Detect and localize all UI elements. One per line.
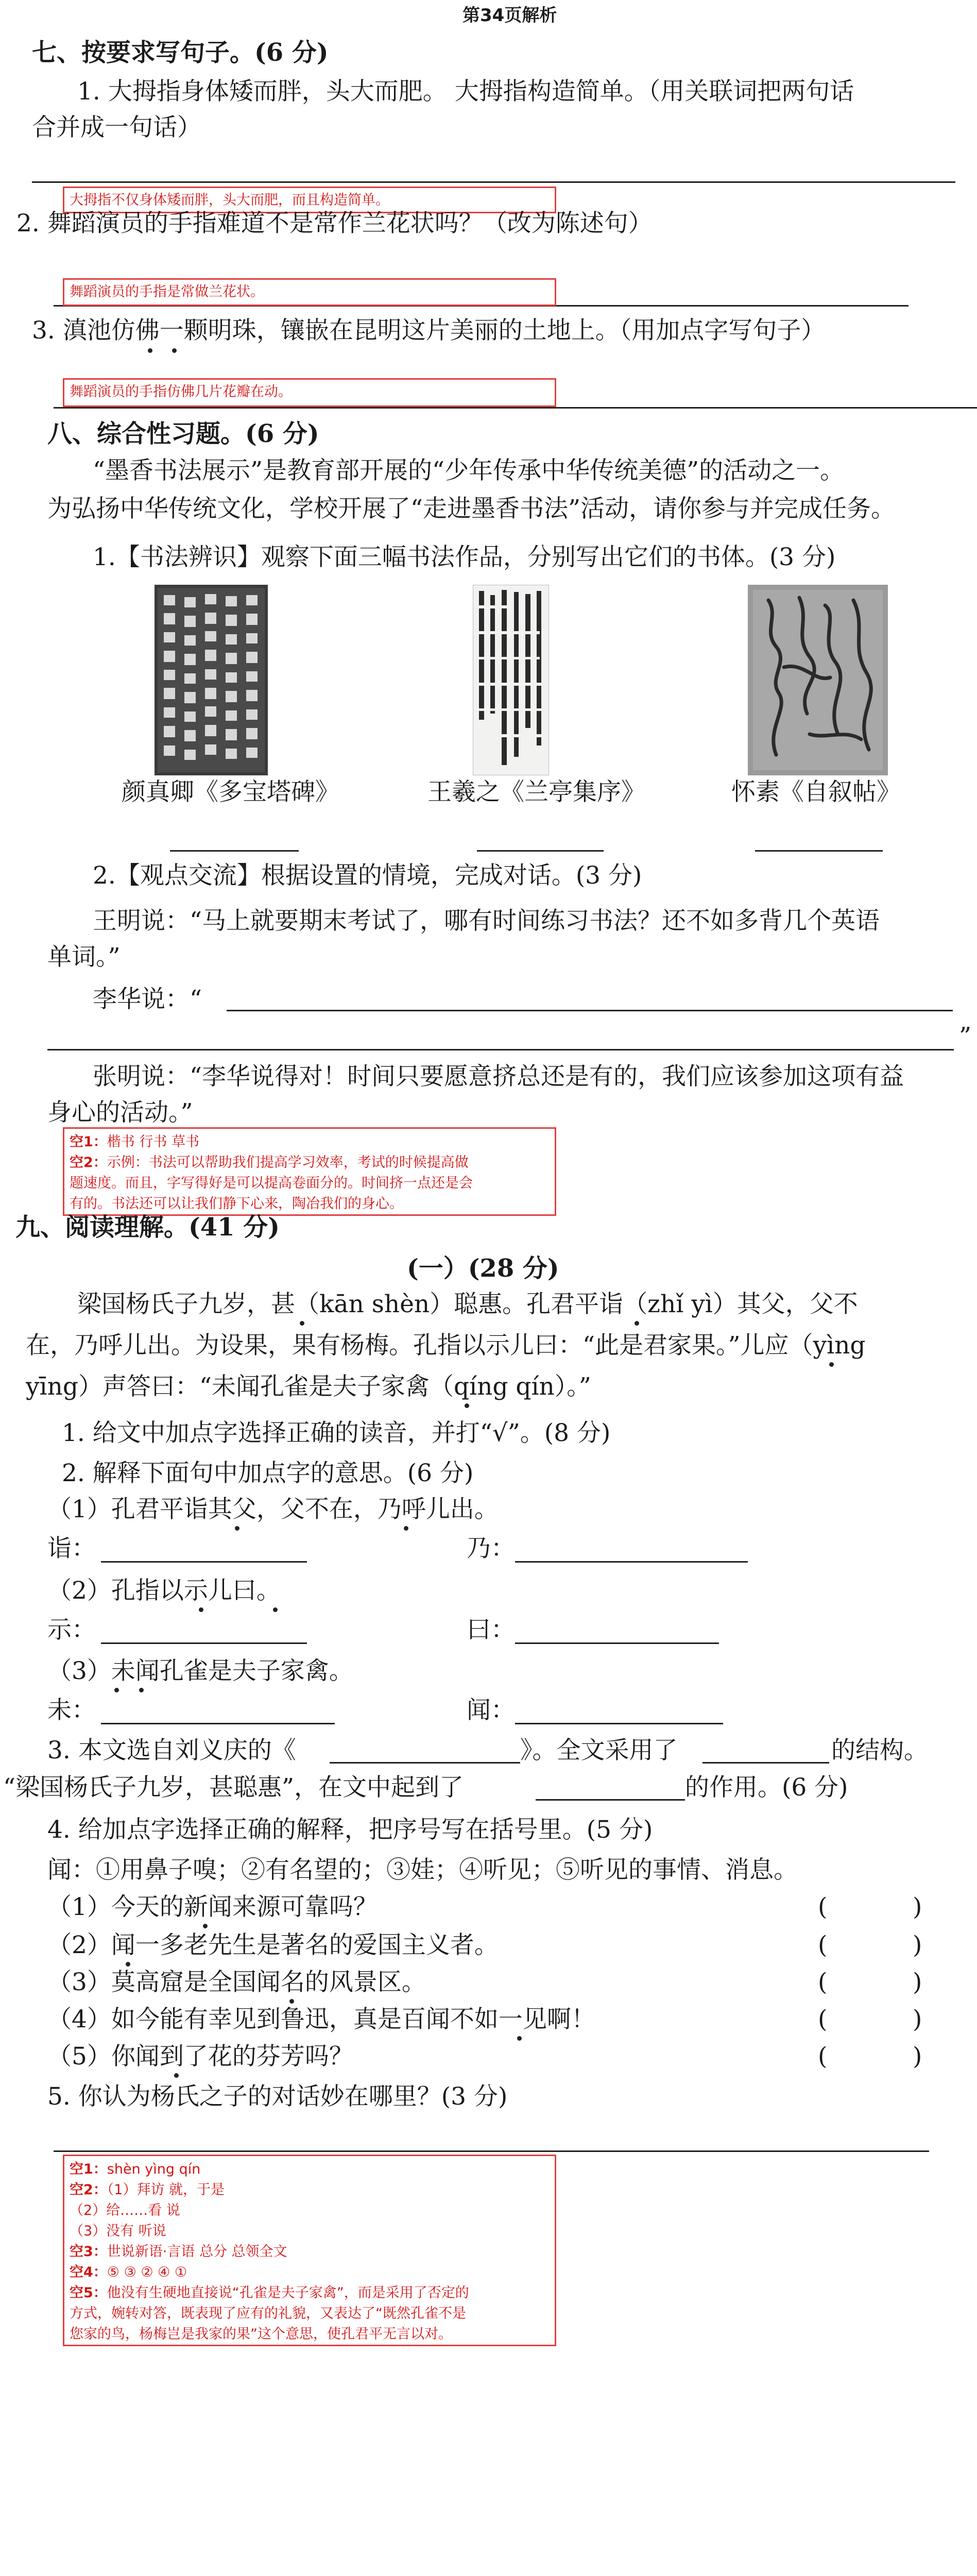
s9-q3-blank1 — [330, 1762, 520, 1764]
answer-paren-close: ) — [913, 1968, 922, 1996]
emphasis-dot — [465, 1403, 469, 1408]
calligraphy-huaisu-image — [748, 585, 888, 775]
s8-intro-line2: 为弘扬中华传统文化，学校开展了“走进墨香书法”活动，请你参与并完成任务。 — [47, 495, 896, 523]
blank-label: 空3： — [70, 2244, 107, 2260]
s8-q1: 1.【书法辨识】观察下面三幅书法作品，分别写出它们的书体。(3 分) — [93, 543, 836, 571]
s7-q1-line1: 1. 大拇指身体矮而胖，头大而肥。 大拇指构造简单。（用关联词把两句话 — [77, 77, 854, 106]
s9-ans-2c: （3）没有 听说 — [70, 2223, 166, 2239]
s9-w-yue-line — [515, 1642, 719, 1644]
s9-ans-2: （1）拜访 就，于是 — [107, 2182, 225, 2198]
s8-intro-line1: “墨香书法展示”是教育部开展的“少年传承中华传统美德”的活动之一。 — [93, 456, 845, 485]
s7-a2: 舞蹈演员的手指是常做兰花状。 — [70, 284, 264, 300]
s8-ans-2c: 有的。书法还可以让我们静下心来，陶冶我们的身心。 — [70, 1196, 403, 1212]
s9-q3-part2: 》。全文采用了 — [520, 1736, 678, 1765]
s9-w-yi: 诣： — [47, 1534, 96, 1563]
s8-zhang-line2: 身心的活动。” — [47, 1098, 193, 1127]
s7-a3: 舞蹈演员的手指仿佛几片花瓣在动。 — [70, 384, 292, 400]
s8-li-line2 — [47, 1049, 954, 1050]
s8-wang-line1: 王明说：“马上就要期末考试了，哪有时间练习书法？还不如多背几个英语 — [93, 907, 880, 935]
s9-ans-5a: 他没有生硬地直接说“孔雀是夫子家禽”，而是采用了否定的 — [107, 2285, 469, 2301]
s9-passage-line2: 在，乃呼儿出。为设果，果有杨梅。孔指以示儿曰：“此是君家果。”儿应（yìng — [26, 1331, 866, 1360]
s9-q2-s2: （2）孔指以示儿曰。 — [47, 1577, 281, 1605]
answer-paren-open: ( — [818, 1968, 828, 1996]
section-9-title: 九、阅读理解。(41 分) — [15, 1213, 280, 1242]
blank-label: 空2： — [70, 1155, 107, 1171]
answer-paren-close: ) — [913, 2005, 922, 2033]
emphasis-dot — [273, 1607, 278, 1612]
emphasis-dot — [199, 1607, 203, 1612]
emphasis-dot — [300, 1321, 304, 1326]
s9-sub-title: (一）(28 分) — [407, 1254, 559, 1283]
s7-q3-answer-box — [63, 378, 556, 407]
s9-q3b-part2: 的作用。(6 分) — [685, 1773, 848, 1802]
s7-q1-answer-line — [32, 181, 955, 183]
s9-q5: 5. 你认为杨氏之子的对话妙在哪里？(3 分) — [47, 2082, 508, 2111]
s9-w-shi: 示： — [47, 1616, 96, 1644]
s9-w-wen: 闻： — [467, 1696, 515, 1724]
calligraphy-wang-image — [473, 585, 549, 775]
s9-q3b-part1: “梁国杨氏子九岁，甚聪惠”，在文中起到了 — [3, 1773, 464, 1802]
s9-w-wen-line — [515, 1723, 723, 1724]
emphasis-dot — [114, 1688, 119, 1692]
answer-paren-open: ( — [818, 2042, 828, 2071]
emphasis-dot — [235, 1526, 239, 1531]
blank-label: 空1： — [70, 2161, 107, 2177]
s9-q4-item-3: （3）莫高窟是全国闻名的风景区。 — [47, 1968, 426, 1996]
section-7-title: 七、按要求写句子。(6 分) — [32, 38, 329, 67]
emphasis-dot — [139, 1688, 144, 1692]
s9-passage-line1: 梁国杨氏子九岁，甚（kān shèn）聪惠。孔君平诣（zhǐ yì）其父，父不 — [77, 1290, 858, 1318]
page-header: 第34页解析 — [462, 5, 557, 26]
s9-w-shi-line — [101, 1642, 307, 1644]
s9-answer-box — [63, 2155, 556, 2346]
emphasis-dot — [289, 1999, 294, 2004]
s7-q3: 3. 滇池仿佛一颗明珠，镶嵌在昆明这片美丽的土地上。（用加点字写句子） — [32, 316, 826, 345]
s8-li-end-quote: ” — [959, 1022, 972, 1050]
s9-w-yi-line — [101, 1561, 307, 1563]
s8-li-line1 — [227, 1010, 953, 1011]
s9-q4-item-1: （1）今天的新闻来源可靠吗？ — [47, 1893, 378, 1921]
emphasis-dot — [148, 348, 152, 353]
s9-w-nai: 乃： — [467, 1534, 515, 1563]
answer-paren-open: ( — [818, 1893, 828, 1921]
s8-ans-1: 楷书 行书 草书 — [107, 1134, 199, 1150]
s9-q4-item-5: （5）你闻到了花的芬芳吗？ — [47, 2042, 353, 2071]
s9-q1: 1. 给文中加点字选择正确的读音，并打“√”。(8 分) — [62, 1419, 611, 1447]
calligraphy-yan-image — [155, 585, 268, 775]
s8-wang-line2: 单词。” — [47, 943, 121, 971]
section-8-title: 八、综合性习题。(6 分) — [47, 419, 319, 448]
answer-paren-open: ( — [818, 1931, 828, 1959]
blank-label: 空5： — [70, 2285, 107, 2301]
s7-q1-line2: 合并成一句话） — [32, 113, 201, 142]
emphasis-dot — [203, 1924, 208, 1928]
s9-q4-options: 闻：①用鼻子嗅；②有名望的；③娃；④听见；⑤听见的事情、消息。 — [47, 1856, 798, 1884]
s9-q3-part1: 3. 本文选自刘义庆的《 — [47, 1736, 296, 1765]
s9-q2-s1: （1）孔君平诣其父，父不在，乃呼儿出。 — [47, 1495, 499, 1523]
s9-q2: 2. 解释下面句中加点字的意思。(6 分) — [62, 1459, 474, 1487]
s9-ans-2b: （2）给……看 说 — [70, 2202, 180, 2218]
s9-ans-4: ⑤ ③ ② ④ ① — [107, 2264, 187, 2280]
s8-ans-2b: 题速度。而且，字写得好是可以提高卷面分的。时间挤一点还是会 — [70, 1175, 473, 1191]
caption-answer-line-1 — [170, 850, 299, 852]
s9-q5-answer-line — [54, 2150, 929, 2152]
caption-huaisu: 怀素《自叙帖》 — [731, 778, 901, 806]
s7-q2-answer-box — [63, 278, 556, 306]
emphasis-dot — [174, 2073, 179, 2078]
s9-w-wei: 未： — [47, 1696, 96, 1724]
emphasis-dot — [517, 2036, 522, 2041]
s9-ans-5c: 您家的鸟，杨梅岂是我家的果”这个意思，使孔君平无言以对。 — [70, 2326, 452, 2342]
answer-paren-open: ( — [818, 2005, 828, 2033]
s9-q4-item-4: （4）如今能有幸见到鲁迅，真是百闻不如一见啊！ — [47, 2005, 595, 2033]
s9-q3b-blank — [536, 1799, 685, 1801]
s9-ans-5b: 方式，婉转对答，既表现了应有的礼貌，又表达了“既然孔雀不是 — [70, 2306, 466, 2321]
s8-answer-box — [63, 1127, 556, 1216]
s9-q3-part3: 的结构。 — [831, 1736, 928, 1765]
s8-ans-2a: 示例：书法可以帮助我们提高学习效率，考试的时候提高做 — [107, 1155, 469, 1171]
blank-label: 空4： — [70, 2264, 107, 2280]
s9-q4: 4. 给加点字选择正确的解释，把序号写在括号里。(5 分) — [47, 1816, 653, 1844]
s8-li: 李华说：“ — [93, 985, 202, 1013]
caption-answer-line-3 — [755, 850, 883, 852]
s9-q4-item-2: （2）闻一多老先生是著名的爱国主义者。 — [47, 1931, 499, 1959]
s9-w-yue: 曰： — [467, 1616, 515, 1644]
s9-w-nai-line — [515, 1561, 748, 1563]
blank-label: 空2： — [70, 2182, 107, 2198]
emphasis-dot — [829, 1362, 834, 1367]
emphasis-dot — [635, 1321, 639, 1326]
answer-paren-close: ) — [913, 1893, 922, 1921]
caption-answer-line-2 — [477, 850, 604, 852]
s8-zhang-line1: 张明说：“李华说得对！时间只要愿意挤总还是有的，我们应该参加这项有益 — [93, 1062, 904, 1091]
emphasis-dot — [404, 1526, 408, 1531]
emphasis-dot — [172, 348, 177, 353]
s9-q3-blank2 — [702, 1762, 829, 1764]
answer-paren-close: ) — [913, 2042, 922, 2071]
s8-q2: 2.【观点交流】根据设置的情境，完成对话。(3 分) — [93, 861, 642, 890]
s7-a1: 大拇指不仅身体矮而胖，头大而肥，而且构造简单。 — [70, 192, 389, 208]
s7-q3-answer-line — [54, 407, 977, 409]
blank-label: 空1： — [70, 1134, 107, 1150]
s9-q2-s3: （3）未闻孔雀是夫子家禽。 — [47, 1657, 353, 1685]
caption-wang: 王羲之《兰亭集序》 — [427, 778, 645, 806]
caption-yan: 颜真卿《多宝塔碑》 — [122, 778, 339, 806]
s9-w-wei-line — [101, 1723, 335, 1724]
s7-q2: 2. 舞蹈演员的手指难道不是常作兰花状吗？（改为陈述句） — [16, 209, 653, 238]
s9-passage-line3: yīng）声答曰：“未闻孔雀是夫子家禽（qíng qín）。” — [26, 1372, 591, 1401]
emphasis-dot — [126, 1962, 130, 1967]
s9-ans-3: 世说新语·言语 总分 总领全文 — [107, 2244, 287, 2260]
answer-paren-close: ) — [913, 1931, 922, 1959]
s9-ans-1: shèn yìng qín — [107, 2161, 201, 2177]
